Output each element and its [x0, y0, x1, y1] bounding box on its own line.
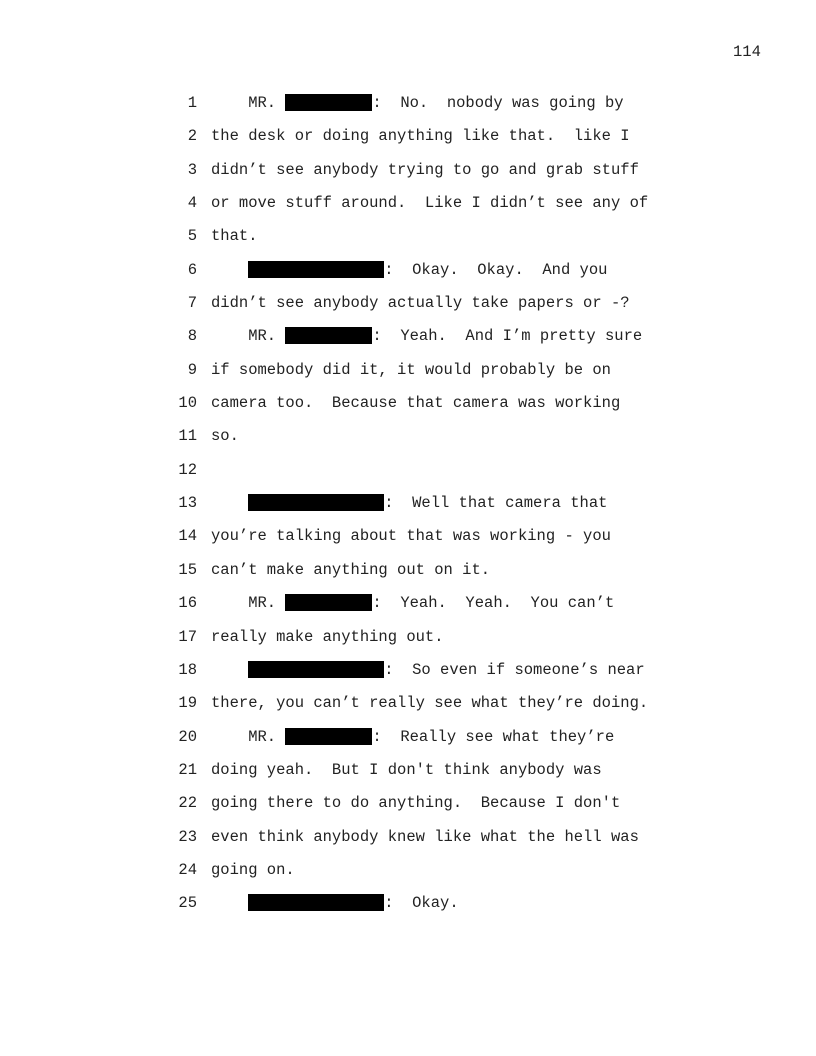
line-text-lead: camera too. Because that camera was working: [211, 394, 621, 413]
transcript-line: [0, 793, 816, 826]
line-number: 8: [187, 327, 197, 346]
line-number: 1: [187, 94, 197, 112]
line-text-tail: : Okay. Okay. And you: [384, 260, 608, 279]
line-text-lead: so.: [211, 427, 239, 446]
transcript-line: [0, 693, 816, 726]
line-number: 9: [187, 360, 197, 379]
line-number: 24: [178, 860, 197, 879]
line-text-tail: : So even if someone’s near: [384, 660, 645, 679]
redacted-name-block: [285, 94, 372, 111]
line-text: [211, 760, 602, 780]
line-number: 11: [178, 427, 197, 446]
redacted-name-block: [248, 894, 384, 911]
transcript-line: [0, 260, 816, 293]
line-text: [211, 260, 607, 280]
transcript-line: [0, 226, 816, 259]
line-number: 23: [178, 827, 197, 846]
redacted-name-block: [248, 661, 384, 678]
line-text-lead: there, you can’t really see what they’re doing.: [211, 694, 649, 713]
line-text: [211, 693, 648, 713]
line-text-lead: MR.: [211, 94, 286, 112]
line-text: [211, 293, 630, 313]
line-text-lead: the desk or doing anything like that. like I: [211, 127, 630, 146]
line-text: [211, 326, 642, 346]
line-text: [211, 727, 614, 747]
line-text: [211, 560, 490, 580]
transcript-line: [0, 560, 816, 593]
transcript-line: [0, 126, 816, 159]
transcript-line: [0, 493, 816, 526]
transcript-line: [0, 860, 816, 893]
transcript-line: [0, 727, 816, 760]
line-text-lead: doing yeah. But I don't think anybody was: [211, 760, 602, 779]
redacted-name-block: [285, 594, 372, 611]
transcript-line: [0, 460, 816, 493]
line-number: 19: [178, 694, 197, 713]
line-text-tail: : Well that camera that: [384, 494, 608, 513]
line-text: [211, 393, 620, 413]
line-number: 18: [178, 660, 197, 679]
line-text-tail: : Okay.: [384, 894, 459, 913]
line-number: 25: [178, 894, 197, 913]
line-text: [211, 426, 239, 446]
line-text-lead: MR.: [211, 727, 286, 746]
line-text: [211, 360, 611, 380]
line-number: 7: [187, 294, 197, 313]
line-number: 20: [178, 727, 197, 746]
line-text: [211, 93, 624, 113]
line-number: 5: [187, 227, 197, 246]
line-text-lead: [211, 894, 248, 912]
redacted-name-block: [248, 261, 384, 278]
transcript-line: [0, 326, 816, 359]
line-number: 6: [187, 260, 197, 279]
line-text: [211, 793, 620, 813]
line-text-lead: or move stuff around. Like I didn’t see any of: [211, 194, 649, 213]
transcript-line: [0, 760, 816, 793]
transcript-line: [0, 360, 816, 393]
line-number: 12: [178, 460, 197, 479]
line-text: [211, 627, 444, 647]
line-number: 22: [178, 794, 197, 813]
line-text-lead: going on.: [211, 860, 295, 879]
line-text: [211, 660, 645, 680]
line-text: [211, 860, 295, 880]
line-number: 3: [187, 160, 197, 179]
line-text-lead: can’t make anything out on it.: [211, 560, 491, 579]
line-text-lead: [211, 494, 248, 512]
line-number: 15: [178, 560, 197, 579]
line-text: [211, 493, 607, 513]
line-number: 21: [178, 760, 197, 779]
line-number: 2: [187, 127, 197, 146]
line-text: [211, 193, 648, 213]
line-text: [211, 893, 459, 913]
transcript-line: [0, 426, 816, 459]
transcript-line: [0, 660, 816, 693]
transcript-line: [0, 293, 816, 326]
transcript-line: [0, 526, 816, 559]
line-text: [211, 160, 639, 180]
line-number: 10: [178, 394, 197, 413]
line-text: [211, 226, 258, 246]
line-text-lead: MR.: [211, 327, 286, 346]
line-text-lead: didn’t see anybody trying to go and grab stuff: [211, 160, 639, 179]
transcript-line: [0, 193, 816, 226]
line-text-lead: [211, 661, 248, 679]
transcript-body: [0, 93, 816, 927]
transcript-line: [0, 393, 816, 426]
line-number: 16: [178, 594, 197, 613]
transcript-line: [0, 627, 816, 660]
line-text-lead: even think anybody knew like what the hell was: [211, 827, 639, 846]
line-number: 4: [187, 194, 197, 213]
redacted-name-block: [285, 728, 372, 745]
redacted-name-block: [285, 327, 372, 344]
line-text-tail: : Yeah. Yeah. You can’t: [372, 594, 615, 613]
transcript-line: [0, 93, 816, 126]
line-number: 13: [178, 494, 197, 513]
page-number: 114: [733, 43, 761, 61]
redacted-name-block: [248, 494, 384, 511]
transcript-line: [0, 827, 816, 860]
line-text-lead: going there to do anything. Because I don't: [211, 794, 621, 813]
line-text-tail: : Really see what they’re: [372, 727, 615, 746]
line-text-lead: MR.: [211, 594, 286, 613]
line-text: [211, 126, 630, 146]
line-text-lead: didn’t see anybody actually take papers or -?: [211, 294, 630, 313]
line-text: [211, 593, 614, 613]
line-text-lead: if somebody did it, it would probably be on: [211, 360, 611, 379]
line-text-tail: : No. nobody was going by: [372, 94, 624, 112]
line-number: 17: [178, 627, 197, 646]
line-text: [211, 827, 639, 847]
line-text-lead: [211, 261, 248, 279]
line-text-lead: that.: [211, 227, 258, 246]
line-number: 14: [178, 527, 197, 546]
line-text-lead: you’re talking about that was working - you: [211, 527, 611, 546]
transcript-line: [0, 893, 816, 926]
line-text-lead: really make anything out.: [211, 627, 444, 646]
line-text: [211, 526, 611, 546]
line-text-tail: : Yeah. And I’m pretty sure: [372, 327, 643, 346]
transcript-line: [0, 593, 816, 626]
transcript-line: [0, 160, 816, 193]
